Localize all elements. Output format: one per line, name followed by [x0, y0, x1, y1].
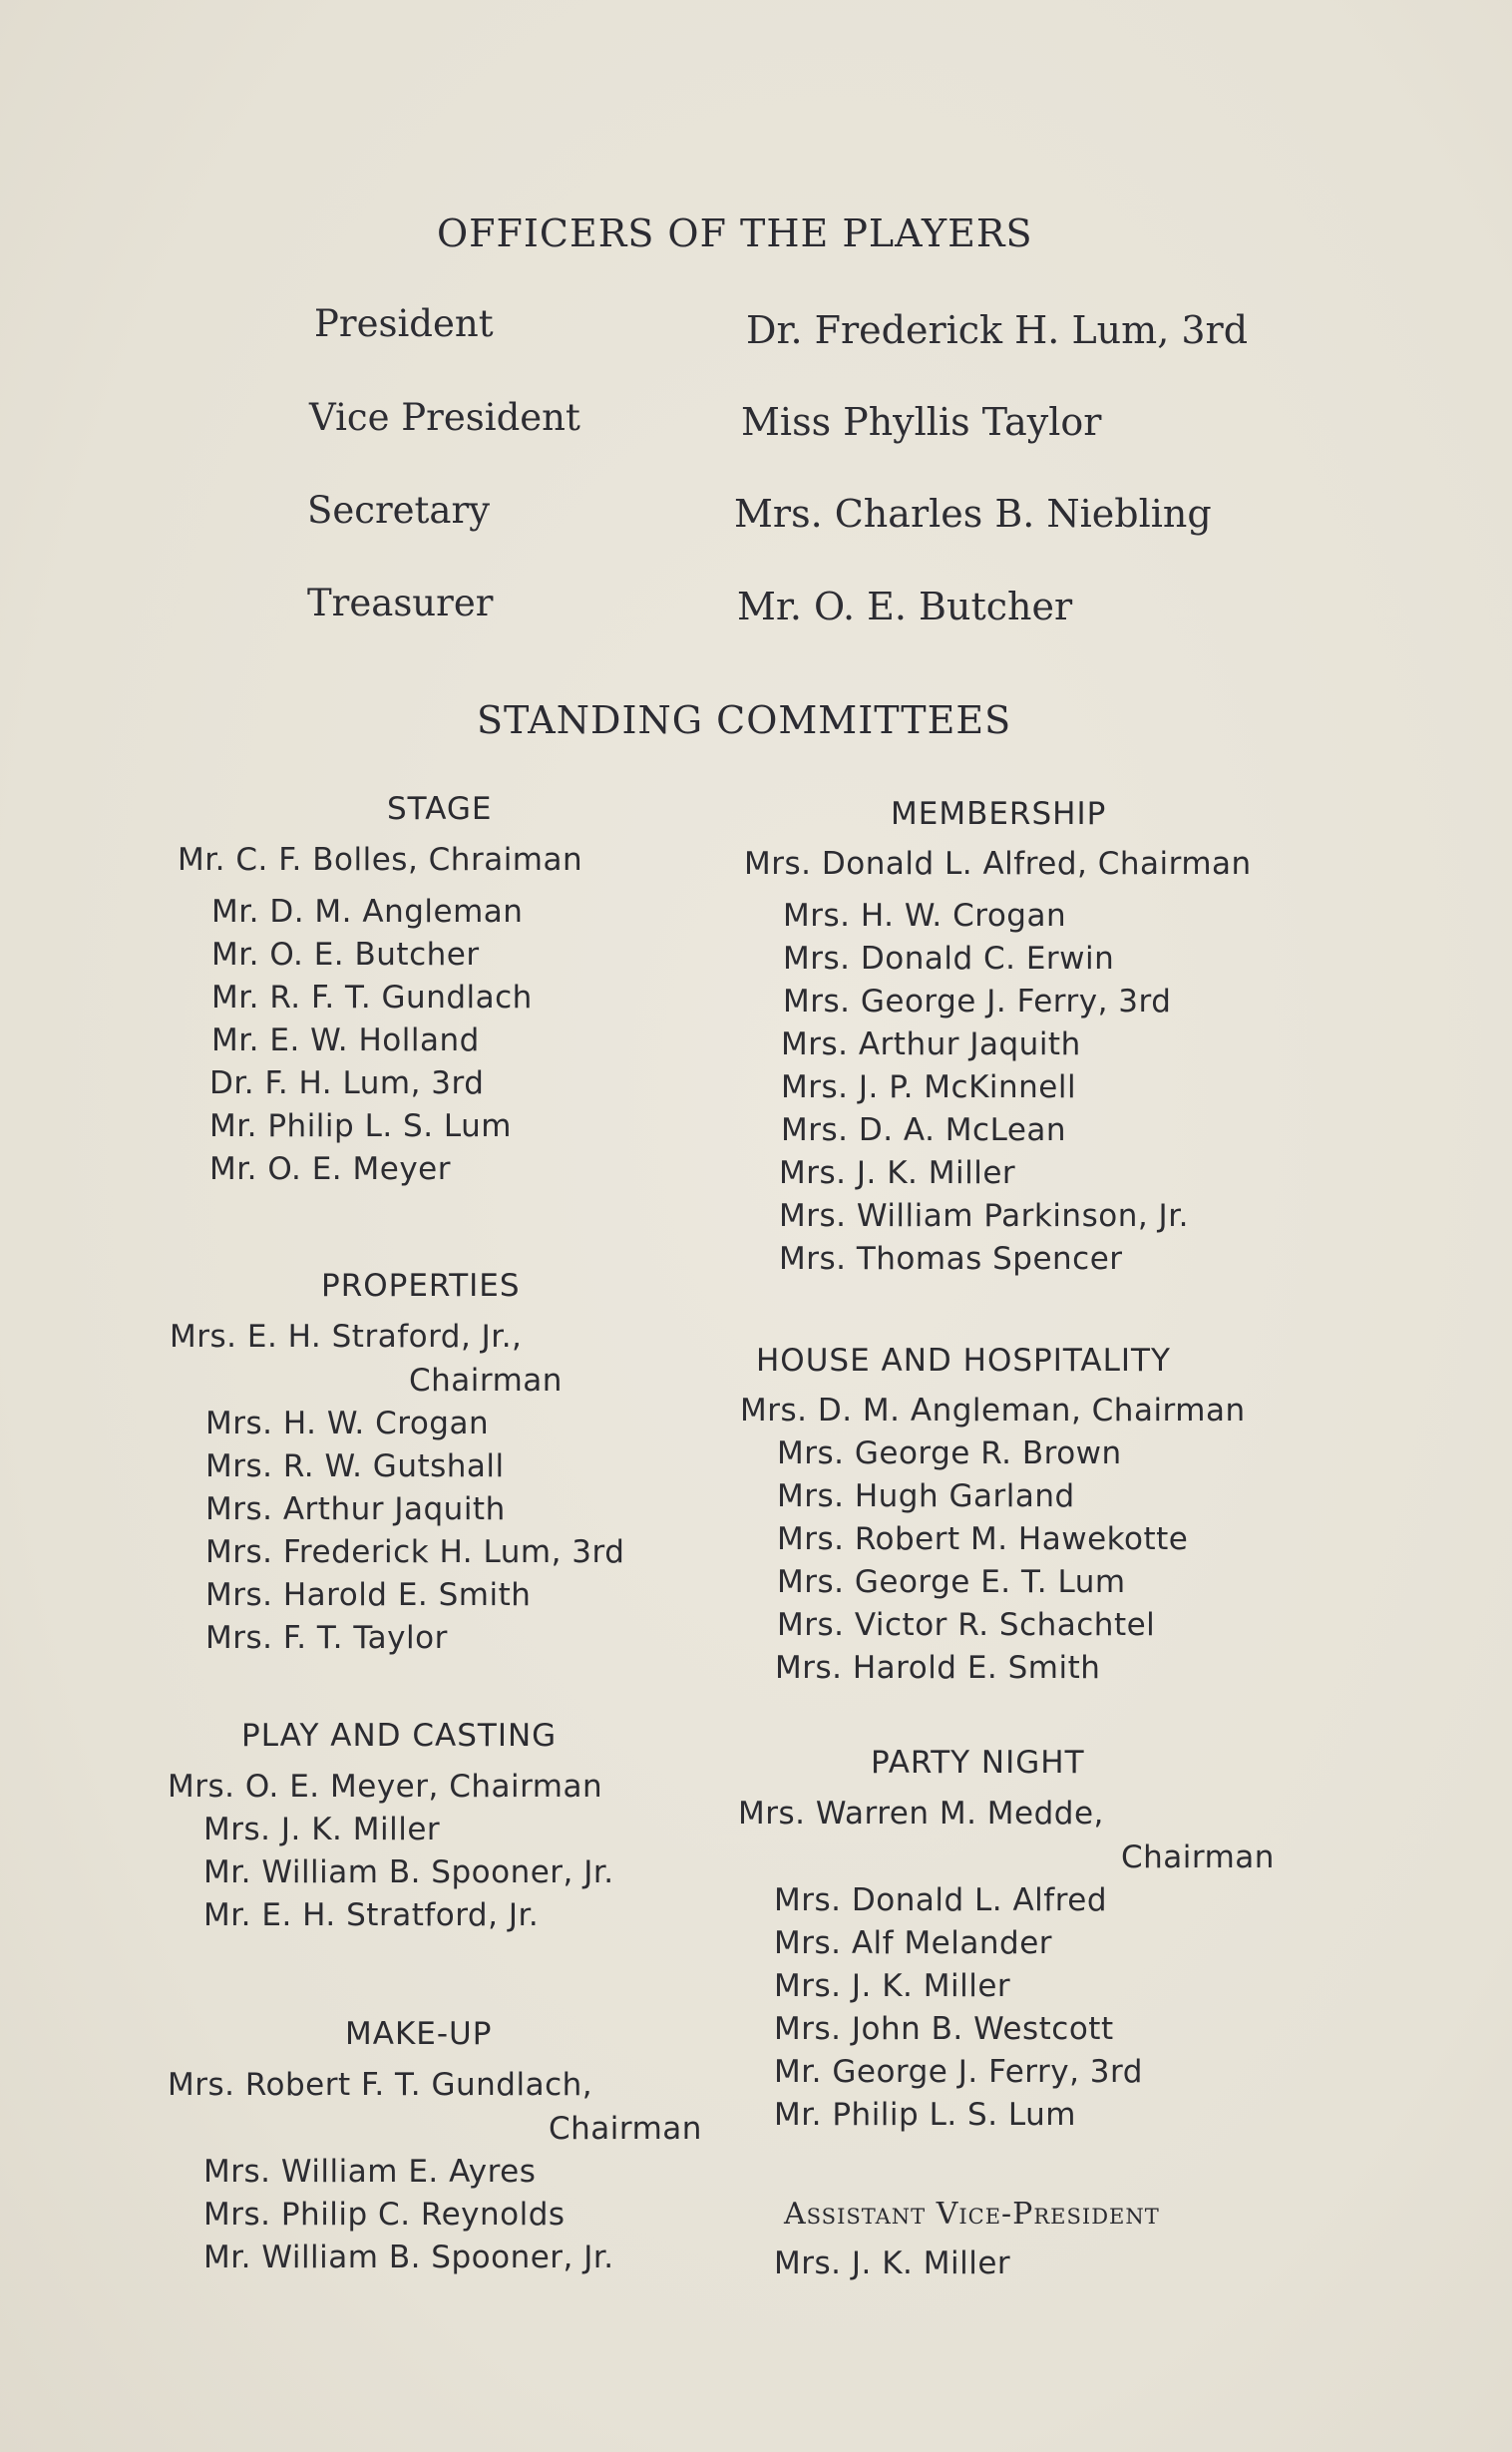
officer-name: Dr. Frederick H. Lum, 3rd [746, 308, 1249, 352]
committee-member: Mrs. Robert M. Hawekotte [777, 1521, 1189, 1557]
committee-member: Mrs. H. W. Crogan [783, 898, 1067, 934]
committee-member: Mrs. William E. Ayres [203, 2154, 537, 2190]
committee-title-membership: MEMBERSHIP [891, 796, 1107, 832]
committee-chair: Mrs. Donald L. Alfred, Chairman [744, 846, 1252, 882]
committee-chair: Mrs. D. M. Angleman, Chairman [740, 1393, 1246, 1429]
committee-title-play-casting: PLAY AND CASTING [241, 1718, 558, 1754]
committee-member: Mr. Philip L. S. Lum [774, 2097, 1077, 2133]
committee-member: Mrs. Harold E. Smith [205, 1577, 532, 1613]
committees-heading: STANDING COMMITTEES [477, 698, 1012, 742]
officer-role: President [314, 302, 494, 345]
officer-name: Miss Phyllis Taylor [741, 400, 1102, 444]
committee-member: Mrs. Alf Melander [774, 1925, 1053, 1961]
committee-chair: Mrs. Warren M. Medde, [738, 1796, 1104, 1832]
committee-member: Mrs. J. P. McKinnell [781, 1069, 1077, 1105]
committee-member: Mrs. George J. Ferry, 3rd [783, 984, 1172, 1020]
committee-member: Mr. George J. Ferry, 3rd [774, 2054, 1143, 2090]
committee-member: Mrs. R. W. Gutshall [205, 1448, 505, 1484]
committee-member: Mrs. Victor R. Schachtel [777, 1607, 1156, 1643]
committee-member: Mrs. Thomas Spencer [779, 1241, 1123, 1277]
committee-member: Mrs. John B. Westcott [774, 2011, 1114, 2047]
officer-name: Mr. O. E. Butcher [737, 585, 1073, 628]
committee-member: Mr. R. F. T. Gundlach [211, 980, 533, 1016]
committee-member: Mrs. Hugh Garland [777, 1478, 1075, 1514]
committee-member: Mrs. Frederick H. Lum, 3rd [205, 1534, 625, 1570]
committee-member: Mr. William B. Spooner, Jr. [203, 2240, 614, 2275]
committee-chair: Mr. C. F. Bolles, Chraiman [178, 842, 583, 878]
committee-member: Mrs. Harold E. Smith [775, 1650, 1101, 1686]
officer-name: Mrs. Charles B. Niebling [734, 492, 1212, 536]
officer-role: Secretary [307, 489, 491, 532]
committee-member: Mrs. J. K. Miller [779, 1155, 1016, 1191]
committee-member: Mrs. Arthur Jaquith [205, 1491, 506, 1527]
committee-member: Mrs. J. K. Miller [203, 1812, 441, 1847]
committee-member: Mrs. Donald L. Alfred [774, 1882, 1108, 1918]
committee-member: Mrs. J. K. Miller [774, 1968, 1011, 2004]
committee-chair: Mrs. O. E. Meyer, Chairman [168, 1769, 603, 1805]
committee-member: Mr. E. W. Holland [211, 1022, 480, 1058]
committee-member: Mr. O. E. Butcher [211, 937, 480, 973]
committee-member: Mrs. H. W. Crogan [205, 1406, 490, 1441]
committee-member: Mr. E. H. Stratford, Jr. [203, 1897, 540, 1933]
committee-title-party: PARTY NIGHT [871, 1745, 1085, 1781]
committee-member: Mr. Philip L. S. Lum [209, 1108, 513, 1144]
committee-member: Mrs. William Parkinson, Jr. [779, 1198, 1189, 1234]
committee-member: Mr. D. M. Angleman [211, 894, 524, 930]
officers-heading: OFFICERS OF THE PLAYERS [437, 211, 1033, 255]
committee-chair: Mrs. Robert F. T. Gundlach, [168, 2067, 593, 2103]
committee-member: Mrs. D. A. McLean [781, 1112, 1067, 1148]
committee-member: Dr. F. H. Lum, 3rd [209, 1065, 485, 1101]
committee-member: Mrs. Donald C. Erwin [783, 941, 1115, 977]
committee-chair: Mrs. E. H. Straford, Jr., [170, 1319, 523, 1355]
committee-member: Mrs. George R. Brown [777, 1435, 1122, 1471]
committee-chair-cont: Chairman [409, 1363, 563, 1399]
committee-member: Mrs. F. T. Taylor [205, 1620, 448, 1656]
committee-member: Mrs. George E. T. Lum [777, 1564, 1126, 1600]
officer-role: Vice President [309, 396, 580, 439]
committee-member: Mr. O. E. Meyer [209, 1151, 451, 1187]
committee-chair-cont: Chairman [1121, 1839, 1275, 1875]
committee-title-properties: PROPERTIES [321, 1268, 521, 1304]
committee-member: Mr. William B. Spooner, Jr. [203, 1854, 614, 1890]
committee-member: Mrs. J. K. Miller [774, 2246, 1011, 2281]
committee-title-makeup: MAKE-UP [345, 2016, 493, 2052]
committee-title-house: HOUSE AND HOSPITALITY [756, 1343, 1171, 1379]
committee-member: Mrs. Philip C. Reynolds [203, 2197, 566, 2233]
committee-title-asst-vp: Assistant Vice-President [784, 2197, 1160, 2232]
officer-role: Treasurer [307, 582, 494, 624]
committee-member: Mrs. Arthur Jaquith [781, 1026, 1081, 1062]
committee-chair-cont: Chairman [549, 2111, 702, 2147]
committee-title-stage: STAGE [387, 791, 493, 827]
